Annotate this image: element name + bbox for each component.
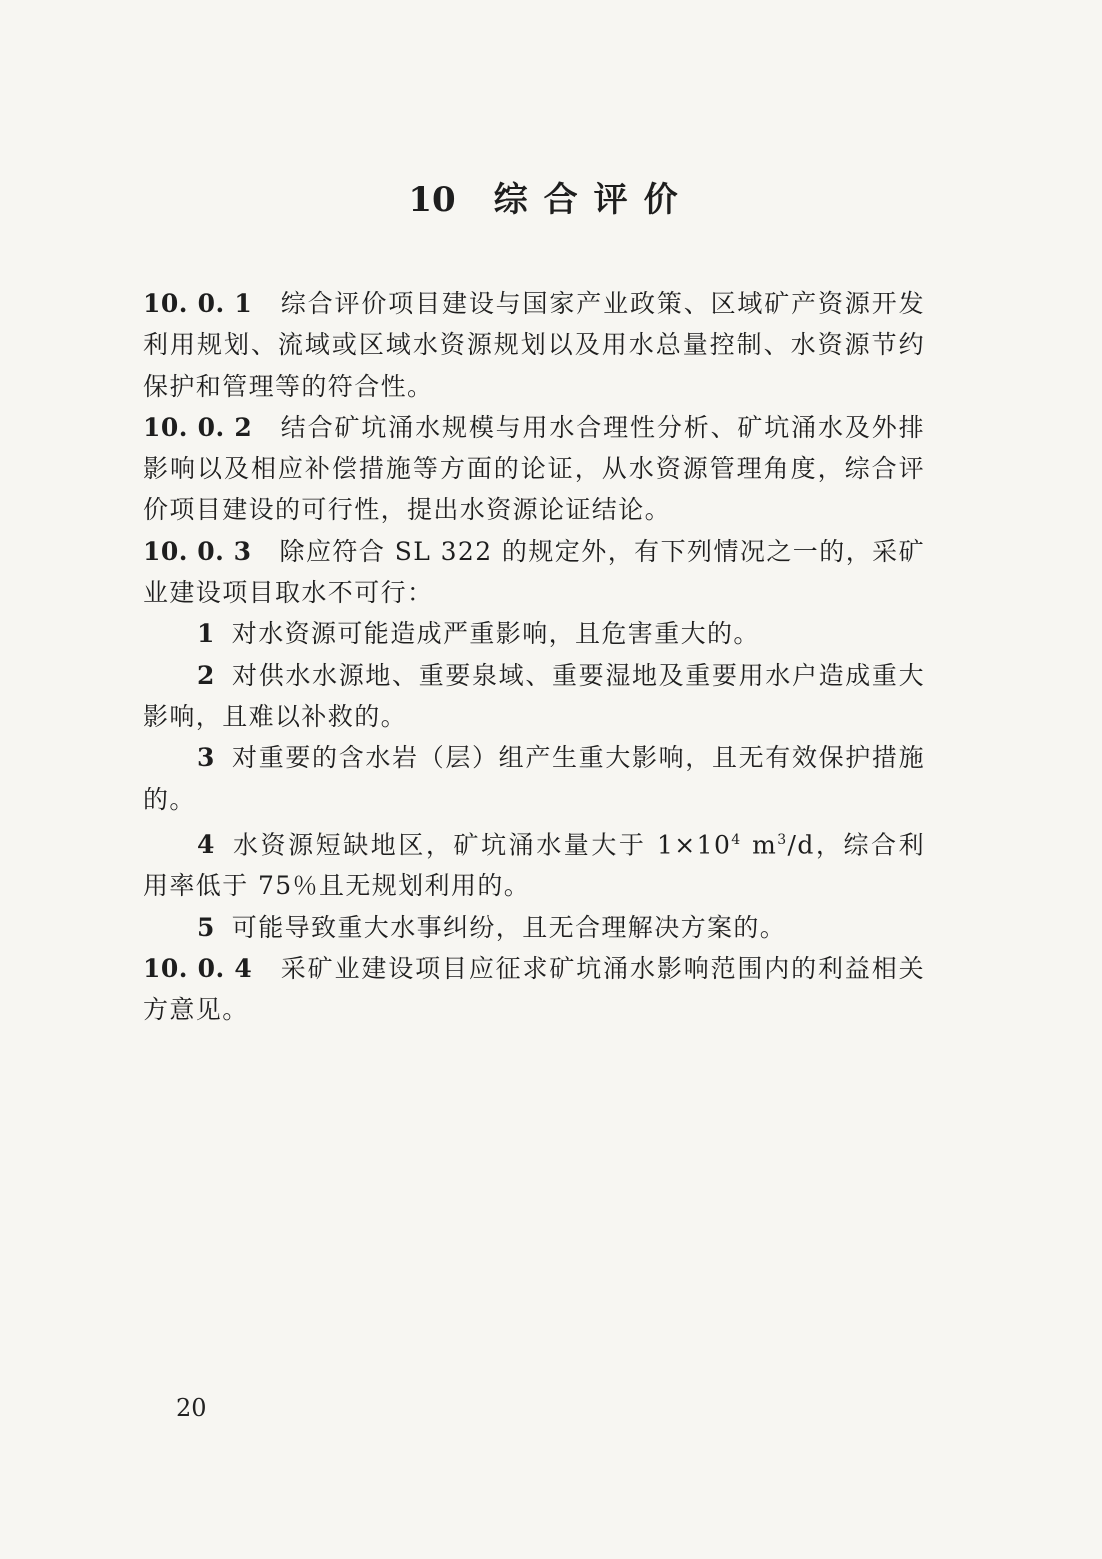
clause-text: 采矿业建设项目应征求矿坑涌水影响范围内的利益相关方意见。 xyxy=(143,954,925,1025)
list-item-5 xyxy=(143,907,925,948)
item-text: 对重要的含水岩（层）组产生重大影响，且无有效保护措施的。 xyxy=(143,743,925,814)
clause-10-0-2 xyxy=(143,407,925,531)
item-number: 3 xyxy=(197,743,216,773)
item-text: 可能导致重大水事纠纷，且无合理解决方案的。 xyxy=(231,912,787,942)
clause-text: 结合矿坑涌水规模与用水合理性分析、矿坑涌水及外排影响以及相应补偿措施等方面的论证，从水资源管理角度，综合评价项目建设的可行性，提出水资源论证结论。 xyxy=(143,412,925,525)
list-item-3 xyxy=(143,737,925,820)
item-number: 2 xyxy=(197,660,216,690)
clause-10-0-1 xyxy=(143,283,925,407)
item-number: 4 xyxy=(197,830,216,860)
clause-text: 综合评价项目建设与国家产业政策、区域矿产资源开发利用规划、流域或区域水资源规划以及用水总量控制、水资源节约保护和管理等的符合性。 xyxy=(143,289,925,401)
clause-number: 10. 0. 1 xyxy=(143,289,253,318)
chapter-title: 综合评价 xyxy=(493,180,694,220)
clause-10-0-4 xyxy=(143,948,925,1031)
page-number: 20 xyxy=(176,1394,207,1422)
clause-text: 除应符合 SL 322 的规定外，有下列情况之一的，采矿业建设项目取水不可行： xyxy=(143,536,925,608)
item-number: 1 xyxy=(197,619,216,649)
item-text-before: 水资源短缺地区，矿坑涌水量大于 1×10 xyxy=(231,830,732,860)
chapter-number: 10 xyxy=(408,180,456,220)
clause-number: 10. 0. 3 xyxy=(143,536,252,566)
list-item-1 xyxy=(143,613,925,654)
list-item-2 xyxy=(143,655,925,738)
item-text: 对水资源可能造成严重影响，且危害重大的。 xyxy=(231,619,760,649)
chapter-heading xyxy=(0,175,1102,225)
item-text-after: /d，综合利用率低于 75％且无规划利用的。 xyxy=(143,830,925,901)
unit-m: m xyxy=(741,830,778,860)
item-text: 对供水水源地、重要泉域、重要湿地及重要用水户造成重大影响，且难以补救的。 xyxy=(143,660,925,731)
chapter-body xyxy=(143,283,925,1031)
item-number: 5 xyxy=(197,912,216,942)
clause-number: 10. 0. 2 xyxy=(143,412,253,442)
list-item-4 xyxy=(143,820,925,907)
clause-number: 10. 0. 4 xyxy=(143,954,253,984)
exponent: 4 xyxy=(731,831,742,848)
clause-10-0-3 xyxy=(143,531,925,614)
exponent: 3 xyxy=(777,831,788,848)
